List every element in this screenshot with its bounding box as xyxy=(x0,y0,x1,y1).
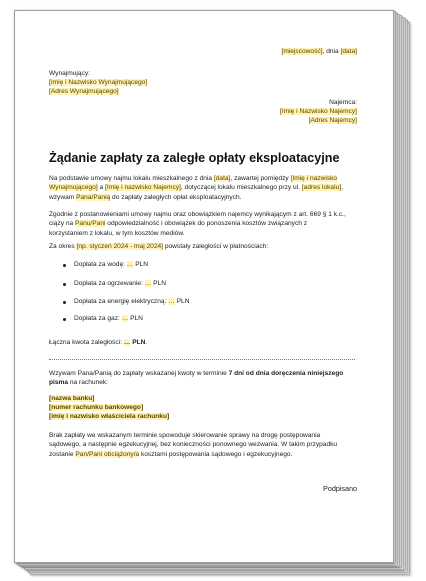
list-item: Dopłata za gaz: … PLN xyxy=(74,315,143,322)
date-prefix: , dnia xyxy=(322,48,341,55)
tenant-address: [Adres Najemcy] xyxy=(308,117,357,124)
intro-paragraph: Na podstawie umowy najmu lokalu mieszkalnego z dnia [data], zawartej pomiędzy [Imię i nazwisko Wynajmującego] a [Imię i nazwisko Najemcy], dotyczącej lokalu mieszkalnego przy ul. [adres lokalu], wzywam Pana/Panią do zapłaty zaległych opłat eksploatacyjnych. xyxy=(49,175,343,201)
total-amount: … xyxy=(123,339,131,346)
bullet-point xyxy=(63,318,66,321)
tenant-name: [Imię i Nazwisko Najemcy] xyxy=(280,108,357,115)
document-page xyxy=(14,10,394,563)
address-placeholder: [adres lokalu] xyxy=(301,184,342,192)
list-item: Dopłata za wodę: … PLN xyxy=(74,261,149,268)
list-item: Dopłata za ogrzewanie: … PLN xyxy=(74,280,167,287)
payment-demand-paragraph: Wzywam Pana/Panią do zapłaty wskazanej kwoty w terminie 7 dni od dnia doręczenia niniejszego pisma na rachunek: xyxy=(49,370,344,387)
contract-date-placeholder: [data] xyxy=(213,175,231,182)
consequences-paragraph: Brak zapłaty we wskazanym terminie spowoduje skierowanie sprawy na drogę postępowania sądowego, a następnie egzekucyjnej, bez konieczności ponownego wezwania. W takim przypadku zostanie Pan/Pani obciążony/a kosztami postępowania sądowego i egzekucyjnego. xyxy=(49,432,338,458)
bullet-point xyxy=(63,264,66,267)
bank-owner: [imię i nazwisko właściciela rachunku] xyxy=(49,413,170,420)
tenant-label: Najemca: xyxy=(329,99,357,106)
legal-basis-paragraph: Zgodnie z postanowieniami umowy najmu oraz obowiązkiem najemcy wynikającym z art. 669 § 1 k.c., ciąży na Panu/Pani odpowiedzialność i obowiązek do ponoszenia kosztów związanych z korzystaniem z lokalu, w tym kosztów mediów. xyxy=(49,211,346,237)
bullet-point xyxy=(63,283,66,286)
total-line: Łączna kwota zaległości: … PLN. xyxy=(49,339,148,346)
landlord-name: [Imię i Nazwisko Wynajmującego] xyxy=(49,79,148,86)
landlord-address: [Adres Wynajmującego] xyxy=(49,88,119,95)
place-date-line xyxy=(281,47,357,56)
place-placeholder: [miejscowość] xyxy=(281,48,323,55)
tenant-placeholder: [Imię i nazwisko Najemcy] xyxy=(105,184,181,192)
date-placeholder: [data] xyxy=(340,48,357,55)
period-paragraph: Za okres [np. styczeń 2024 - maj 2024] powstały zaległości w płatnościach: xyxy=(49,243,269,250)
section-divider xyxy=(49,359,355,360)
signature-label: Podpisano xyxy=(323,484,357,493)
period-placeholder: [np. styczeń 2024 - maj 2024] xyxy=(76,243,163,250)
bank-name: [nazwa banku] xyxy=(49,395,95,402)
bank-account: [numer rachunku bankowego] xyxy=(49,404,144,411)
landlord-label: Wynajmujący: xyxy=(49,70,90,77)
bullet-point xyxy=(63,301,66,304)
list-item: Dopłata za energię elektryczną: … PLN xyxy=(74,298,190,305)
document-title: Żądanie zapłaty za zaległe opłaty eksploatacyjne xyxy=(49,151,340,165)
